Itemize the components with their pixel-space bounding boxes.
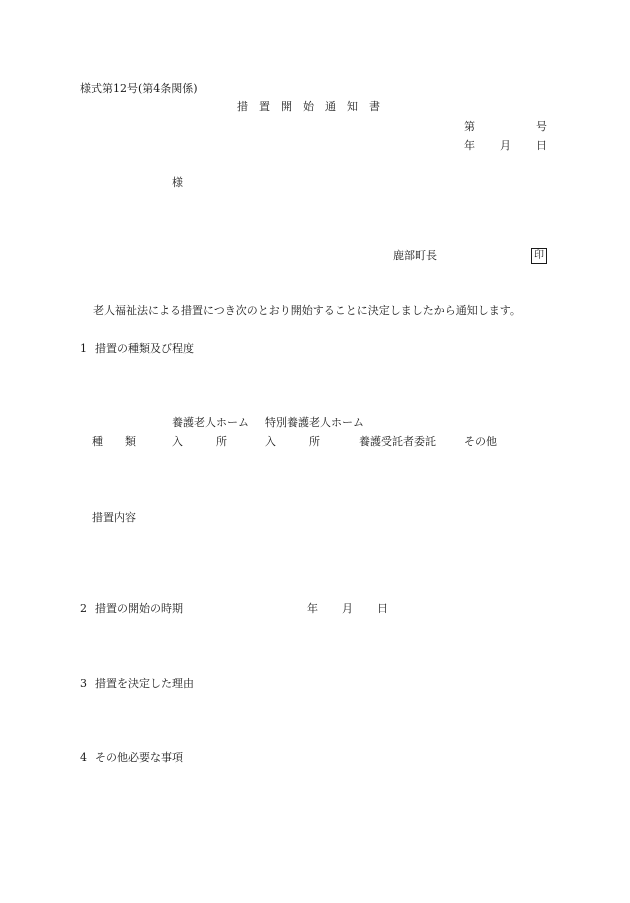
addressee-suffix: 様: [172, 176, 183, 189]
doc-number-suffix: 号: [536, 120, 547, 133]
section-2-heading: 措置の開始の時期: [95, 602, 183, 615]
start-date-year: 年: [307, 602, 318, 615]
type-top-label-2: 特別養護老人ホーム: [265, 416, 364, 429]
type-top-label-1: 養護老人ホーム: [172, 416, 249, 429]
type-label: 種 類: [92, 435, 136, 448]
form-number: 様式第12号(第4条関係): [80, 82, 198, 95]
date-year: 年: [464, 139, 475, 152]
type-option-2: 入 所: [265, 435, 320, 448]
start-date-day: 日: [377, 602, 388, 615]
section-4-heading: その他必要な事項: [95, 751, 183, 764]
date-month: 月: [500, 139, 511, 152]
section-1-number: 1: [80, 342, 87, 355]
date-day: 日: [536, 139, 547, 152]
doc-number-prefix: 第: [464, 120, 475, 133]
start-date-month: 月: [342, 602, 353, 615]
seal-stamp: 印: [531, 248, 547, 264]
type-option-1: 入 所: [172, 435, 227, 448]
body-text: 老人福祉法による措置につき次のとおり開始することに決定しましたから通知します。: [93, 304, 521, 317]
section-3-number: 3: [80, 677, 87, 690]
document-title: 措 置 開 始 通 知 書: [237, 100, 380, 113]
issuer: 鹿部町長: [393, 249, 437, 262]
section-1-heading: 措置の種類及び程度: [95, 342, 194, 355]
section-2-number: 2: [80, 602, 87, 615]
section-3-heading: 措置を決定した理由: [95, 677, 194, 690]
content-label: 措置内容: [92, 511, 136, 524]
section-4-number: 4: [80, 751, 87, 764]
type-option-3: 養護受託者委託: [359, 435, 436, 448]
type-option-4: その他: [464, 435, 497, 448]
